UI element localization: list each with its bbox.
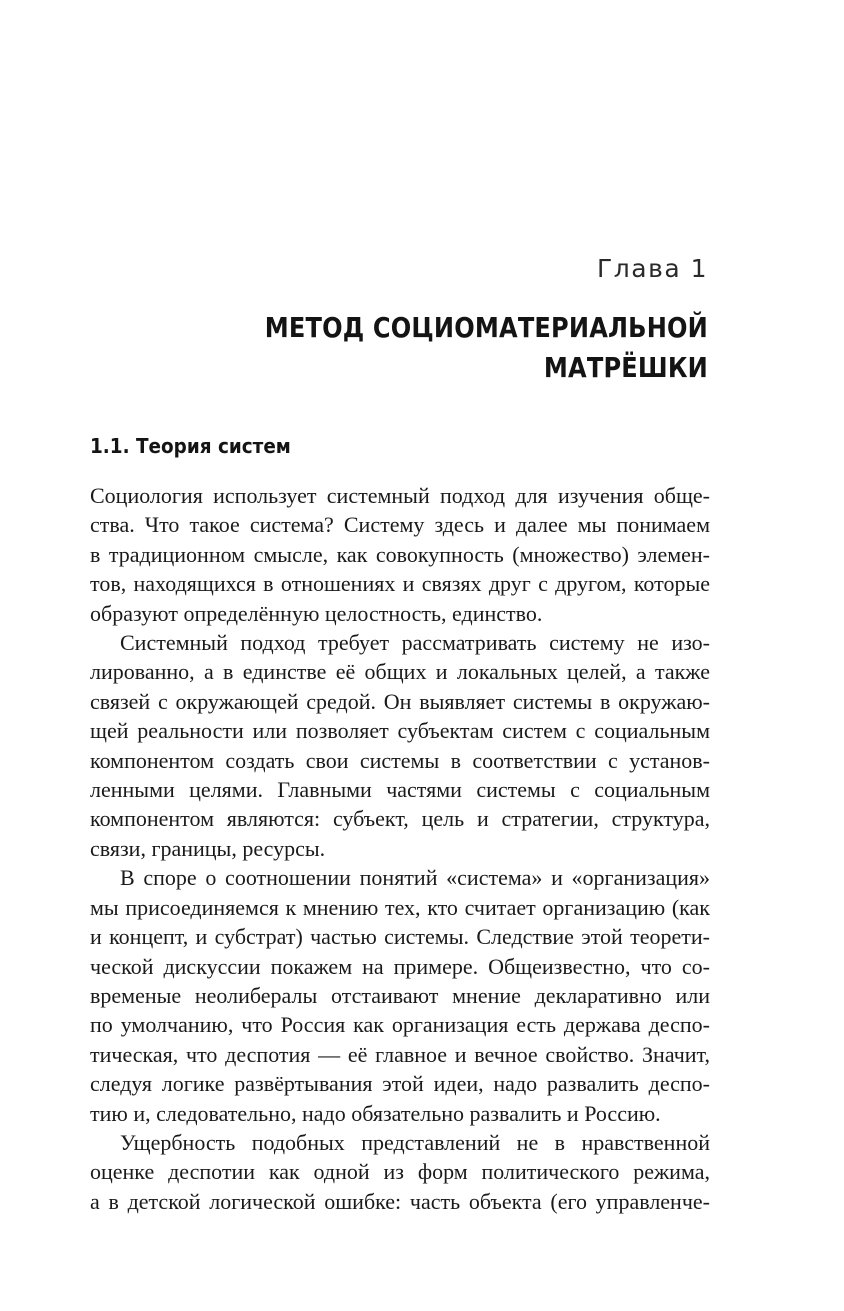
text-line: ленными целями. Главными частями системы с социальным: [90, 777, 710, 803]
text-line: ческой дискуссии покажем на примере. Общеизвестно, что со-: [90, 953, 710, 979]
text-line: Системный подход требует рассматривать систему не изо-: [120, 630, 710, 656]
text-line: тию и, следовательно, надо обязательно развалить и Россию.: [90, 1100, 661, 1126]
body-text: [90, 481, 710, 1216]
text-line: оценке деспотии как одной из форм политического режима,: [90, 1159, 710, 1185]
paragraph-1: [90, 481, 710, 628]
chapter-label: Глава 1: [597, 254, 708, 283]
text-line: лированно, а в единстве её общих и локальных целей, а также: [90, 659, 710, 685]
text-line: тическая, что деспотия — её главное и вечное свойство. Значит,: [90, 1041, 710, 1067]
text-line: связей с окружающей средой. Он выявляет системы в окружаю-: [90, 688, 710, 714]
text-line: временые неолибералы отстаивают мнение декларативно или: [90, 982, 710, 1008]
text-line: образуют определённую целостность, единство.: [90, 600, 543, 626]
text-line: тов, находящихся в отношениях и связях друг с другом, которые: [90, 571, 710, 597]
chapter-title: [226, 308, 708, 388]
chapter-title-line-2: МАТРЁШКИ: [543, 351, 708, 384]
paragraph-2: [90, 628, 710, 863]
section-heading: 1.1. Теория систем: [90, 434, 291, 458]
paragraph-4: [90, 1128, 710, 1216]
text-line: по умолчанию, что Россия как организация есть держава деспо-: [90, 1012, 710, 1038]
chapter-title-line-1: МЕТОД СОЦИОМАТЕРИАЛЬНОЙ: [264, 311, 708, 344]
text-line: Социология использует системный подход для изучения обще-: [90, 483, 710, 508]
text-line: ства. Что такое система? Систему здесь и далее мы понимаем: [90, 512, 710, 538]
text-line: связи, границы, ресурсы.: [90, 835, 326, 861]
text-line: Ущербность подобных представлений не в нравственной: [120, 1129, 710, 1155]
text-line: компонентом создать свои системы в соответствии с установ-: [90, 747, 710, 773]
text-line: компонентом являются: субъект, цель и стратегии, структура,: [90, 806, 710, 832]
text-line: В споре о соотношении понятий «система» и «организация»: [120, 865, 710, 891]
text-line: щей реальности или позволяет субъектам систем с социальным: [90, 718, 710, 744]
text-line: в традиционном смысле, как совокупность (множество) элемен-: [90, 541, 710, 567]
text-line: и концепт, и субстрат) частью системы. Следствие этой теорети-: [90, 924, 710, 950]
text-line: следуя логике развёртывания этой идеи, надо развалить деспо-: [90, 1071, 710, 1097]
paragraph-3: [90, 863, 710, 1128]
text-line: мы присоединяемся к мнению тех, кто считает организацию (как: [90, 894, 710, 920]
text-line: а в детской логической ошибке: часть объекта (его управленче-: [90, 1188, 710, 1214]
